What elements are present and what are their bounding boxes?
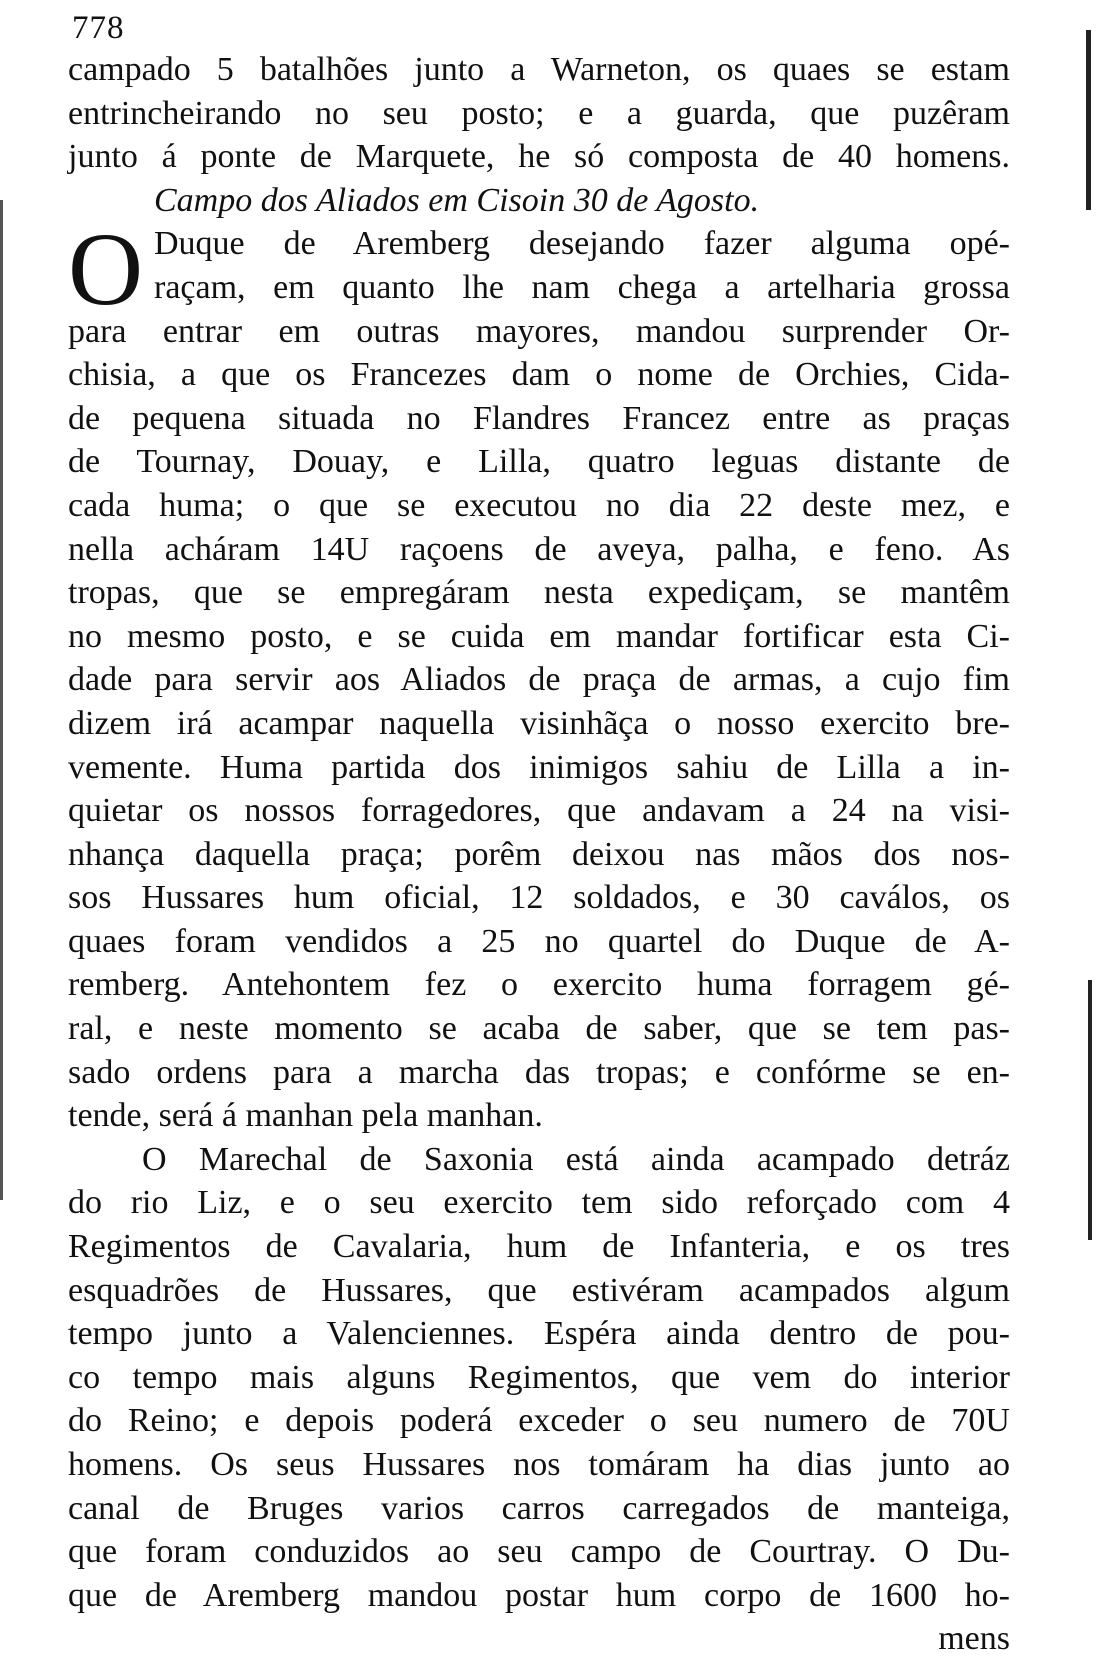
text-line: vemente. Huma partida dos inimigos sahiu de Lilla a in- — [68, 748, 1010, 786]
text-line: co tempo mais alguns Regimentos, que vem do interior — [68, 1358, 1010, 1396]
text-line: do Reino; e depois poderá exceder o seu numero de 70U — [68, 1402, 1010, 1440]
text-line: entrincheirando no seu posto; e a guarda, que puzêram — [68, 94, 1010, 132]
text-line: campado 5 batalhões junto a Warneton, os quaes se estam — [68, 51, 1010, 88]
paragraph-2 — [68, 212, 1010, 1137]
text-line: remberg. Antehontem fez o exercito huma forragem gé- — [68, 966, 1010, 1004]
text-line: que foram conduzidos ao seu campo de Courtray. O Du- — [68, 1533, 1010, 1571]
text-line: para entrar em outras mayores, mandou surprender Or- — [68, 312, 1010, 350]
text-line: esquadrões de Hussares, que estivéram acampados algum — [68, 1271, 1010, 1309]
text-line: nella acháram 14U raçoens de aveya, palha, e feno. As — [68, 530, 1010, 568]
text-line: no mesmo posto, e se cuida em mandar fortificar esta Ci- — [68, 617, 1010, 655]
text-line: sado ordens para a marcha das tropas; e confórme se en- — [68, 1053, 1010, 1091]
scan-edge-mark — [1088, 980, 1092, 1240]
text-line: canal de Bruges varios carros carregados de manteiga, — [68, 1489, 1010, 1527]
text-line: de Tournay, Douay, e Lilla, quatro leguas distante de — [68, 443, 1010, 481]
text-line: Regimentos de Cavalaria, hum de Infanteria, e os tres — [68, 1228, 1010, 1266]
text-line: nhança daquella praça; porêm deixou nas mãos dos nos- — [68, 835, 1010, 873]
text-line: quietar os nossos forragedores, que andavam a 24 na visi- — [68, 792, 1010, 830]
text-line: Duque de Aremberg desejando fazer alguma opé- — [154, 225, 1010, 263]
text-line: de pequena situada no Flandres Francez entre as praças — [68, 399, 1010, 437]
drop-cap: O — [68, 212, 144, 328]
paragraph-1 — [68, 48, 1010, 179]
text-line: tende, será á manhan pela manhan. — [68, 1097, 543, 1135]
text-line: dade para servir aos Aliados de praça de armas, a cujo fim — [68, 661, 1010, 699]
page-number: 778 — [72, 10, 125, 46]
text-line: junto á ponte de Marquete, he só composta de 40 homens. — [68, 138, 1010, 176]
text-line: que de Aremberg mandou postar hum corpo de 1600 ho- — [68, 1576, 1010, 1614]
text-line: cada huma; o que se executou no dia 22 deste mez, e — [68, 486, 1010, 524]
text-line: do rio Liz, e o seu exercito tem sido reforçado com 4 — [68, 1184, 1010, 1222]
scan-edge-mark — [0, 200, 3, 1200]
body-text — [68, 48, 1010, 1661]
text-line: sos Hussares hum oficial, 12 soldados, e 30 caválos, os — [68, 879, 1010, 917]
text-line: dizem irá acampar naquella visinhãça o nosso exercito bre- — [68, 704, 1010, 742]
text-line: O Marechal de Saxonia está ainda acampado detráz — [142, 1140, 1010, 1178]
text-line: tropas, que se empregáram nesta expediçam, se mantêm — [68, 574, 1010, 612]
dateline: Campo dos Aliados em Cisoin 30 de Agosto. — [154, 181, 760, 219]
text-line: raçam, em quanto lhe nam chega a artelharia grossa — [154, 268, 1010, 306]
text-line: chisia, a que os Francezes dam o nome de Orchies, Cida- — [68, 356, 1010, 394]
paragraph-3 — [68, 1138, 1010, 1618]
catchword: mens — [938, 1620, 1010, 1658]
scan-edge-mark — [1086, 30, 1091, 210]
text-line: quaes foram vendidos a 25 no quartel do Duque de A- — [68, 922, 1010, 960]
text-line: homens. Os seus Hussares nos tomáram ha dias junto ao — [68, 1446, 1010, 1483]
text-line: ral, e neste momento se acaba de saber, que se tem pas- — [68, 1010, 1010, 1048]
text-line: tempo junto a Valenciennes. Espéra ainda dentro de pou- — [68, 1315, 1010, 1353]
